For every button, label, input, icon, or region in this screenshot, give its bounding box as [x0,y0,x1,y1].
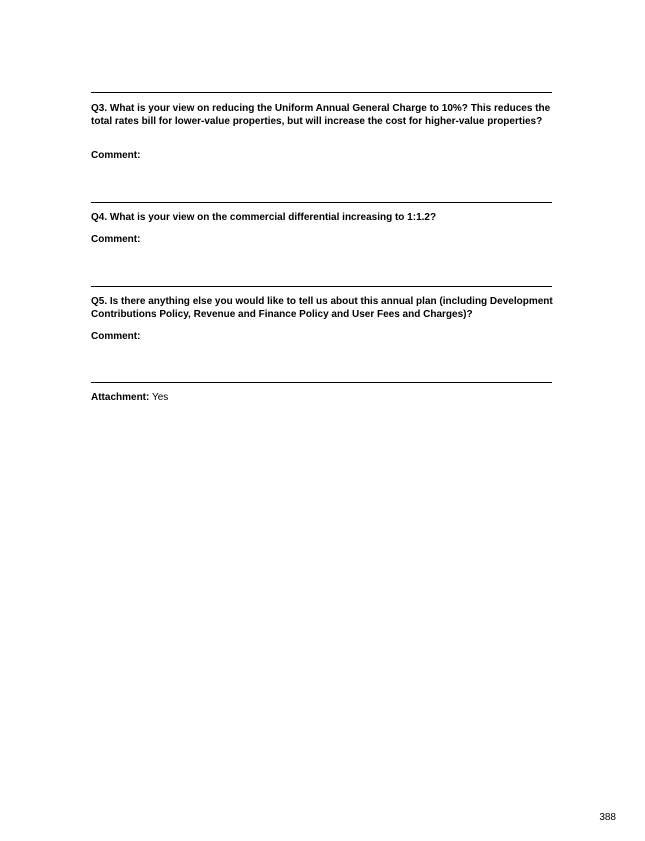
question-q3: Q3. What is your view on reducing the Uniform Annual General Charge to 10%? This reduces the total rates bill for lower-value properties, but will increase the cost for higher-value properties? [91,103,551,127]
attachment-label: Attachment: [91,392,150,403]
comment-label-q5: Comment: [91,331,141,342]
section-divider [91,92,552,93]
section-divider [91,202,552,203]
comment-label-q4: Comment: [91,234,141,245]
question-q4: Q4. What is your view on the commercial differential increasing to 1:1.2? [91,212,437,223]
attachment-value: Yes [151,392,169,403]
comment-label-q3: Comment: [91,150,141,161]
page-number: 388 [599,812,616,823]
section-divider [91,286,552,287]
section-divider [91,382,552,383]
attachment-line [91,392,168,405]
question-q5: Q5. Is there anything else you would like to tell us about this annual plan (including Development Contributions Policy, Revenue and Finance Policy and User Fees and Charges)? [91,296,553,320]
